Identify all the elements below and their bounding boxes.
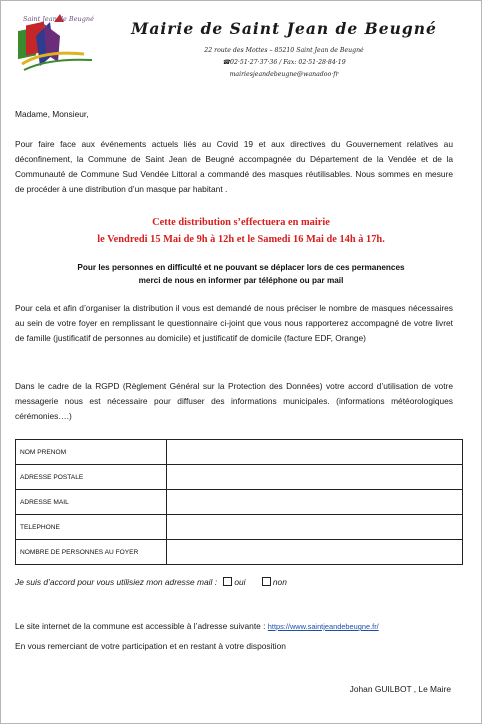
rgpd-paragraph: Dans le cadre de la RGPD (Règlement Général sur la Protection des Données) votre accord d’utilisation de votre messagerie nous est nécessaire pour diffuser des informations municipales. (informations météorologiques cérémonies….) (15, 381, 453, 421)
closing-line: En vous remerciant de votre participation et en restant à votre disposition (15, 641, 286, 651)
website-text: Le site internet de la commune est accessible à l’adresse suivante : (15, 621, 268, 631)
consent-no-label: non (272, 577, 287, 587)
form-label: ADRESSE POSTALE (16, 465, 167, 490)
website-line (15, 621, 379, 631)
phone-field[interactable] (167, 515, 463, 540)
contact-request: merci de nous en informer par téléphone ou par mail (138, 276, 344, 285)
town-hall-title: Mairie de Saint Jean de Beugné (131, 19, 437, 38)
form-row (16, 440, 463, 465)
email-field[interactable] (167, 490, 463, 515)
name-field[interactable] (167, 440, 463, 465)
difficulty-notice: Pour les personnes en difficulté et ne pouvant se déplacer lors de ces permanences (77, 263, 405, 272)
email-consent (15, 577, 287, 587)
form-label: ADRESSE MAIL (16, 490, 167, 515)
form-label: NOMBRE DE PERSONNES AU FOYER (16, 540, 167, 565)
salutation: Madame, Monsieur, (15, 109, 89, 119)
distribution-dates: le Vendredi 15 Mai de 9h à 12h et le Samedi 16 Mai de 14h à 17h. (97, 234, 385, 245)
consent-no-checkbox[interactable] (262, 577, 271, 586)
intro-paragraph: Pour faire face aux événements actuels liés au Covid 19 et aux directives du Gouvernement relatives au déconfinement, la Commune de Saint Jean de Beugné accompagnée du Département de la Vendée et de la Communauté de Commune Sud Vendée Littoral a commandé des masques réutilisables. Nous sommes en mesure de procéder à une distribution d’un masque par habitant . (15, 139, 453, 194)
municipal-logo (14, 14, 104, 76)
website-link[interactable]: https://www.saintjeandebeugne.fr/ (267, 622, 379, 631)
logo-text: Saint Jean de Beugné (23, 15, 94, 23)
consent-yes-checkbox[interactable] (223, 577, 232, 586)
organisation-paragraph: Pour cela et afin d’organiser la distribution il vous est demandé de nous préciser le nombre de masques nécessaires au sein de votre foyer en remplissant le questionnaire ci-joint que vous nous rapporterez accompagné de votre livret de famille (justificatif de personnes au domicile) et justificatif de domicile (facture EDF, Orange) (15, 303, 453, 343)
consent-question: Je suis d’accord pour vous utilisiez mon adresse mail : (15, 577, 218, 587)
form-row (16, 540, 463, 565)
distribution-place: Cette distribution s’effectuera en mairie (152, 217, 330, 228)
postal-address: 22 route des Mottes – 85210 Saint Jean de Beugné (204, 47, 364, 54)
form-row (16, 515, 463, 540)
consent-yes-label: oui (234, 577, 246, 587)
postal-address-field[interactable] (167, 465, 463, 490)
household-size-field[interactable] (167, 540, 463, 565)
form-label: TELEPHONE (16, 515, 167, 540)
form-row (16, 465, 463, 490)
household-form (15, 439, 463, 565)
phone-fax: ☎02·51·27·37·36 / Fax: 02·51·28·84·19 (222, 59, 346, 66)
form-row (16, 490, 463, 515)
form-label: NOM PRENOM (16, 440, 167, 465)
mayor-signature: Johan GUILBOT , Le Maire (349, 684, 451, 694)
header-email: mairiesjeandebeugne@wanadoo·fr (229, 71, 339, 78)
